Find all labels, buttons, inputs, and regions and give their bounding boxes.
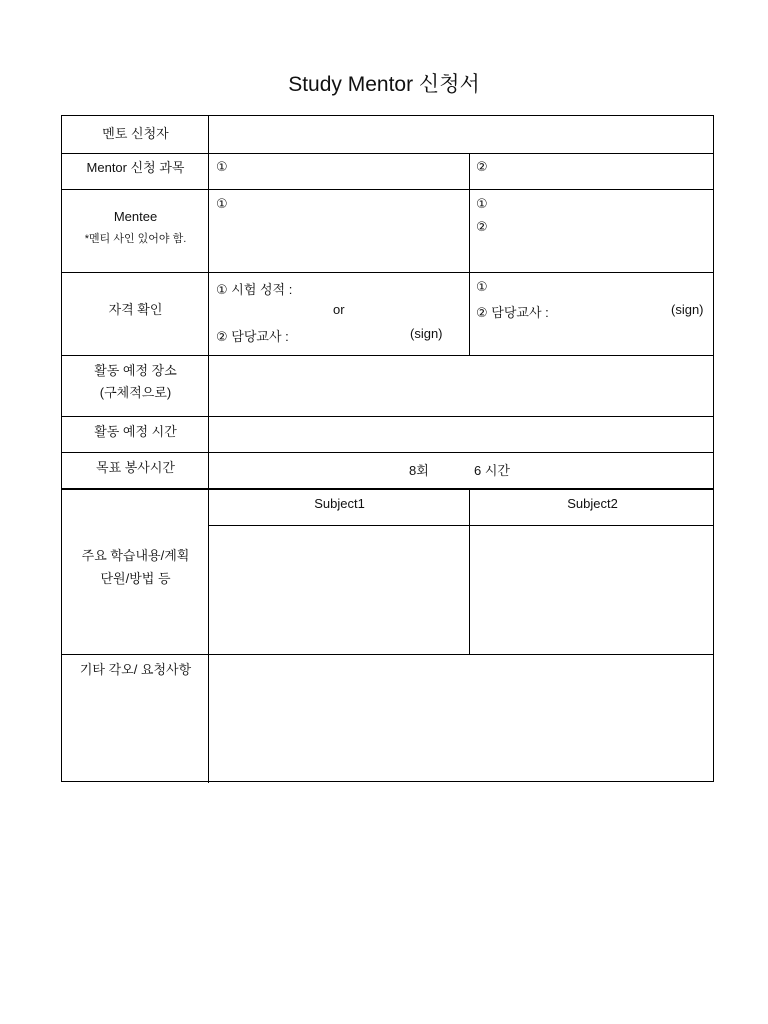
subject2-header: Subject2 (567, 496, 618, 511)
column-divider (469, 153, 470, 355)
qualification-col2-entry-1[interactable]: ① (476, 279, 488, 294)
remarks-field[interactable] (210, 656, 714, 781)
study-label-line2: 단원/방법 등 (100, 571, 171, 586)
place-label-line1: 활동 예정 장소 (94, 363, 177, 378)
subject-choice-1[interactable]: ① (216, 159, 228, 174)
page-title: Study Mentor 신청서 (288, 73, 480, 96)
remarks-label: 기타 각오/ 요청사항 (79, 662, 192, 677)
row-divider (62, 452, 713, 453)
time-field[interactable] (210, 418, 714, 451)
row-divider (62, 153, 713, 154)
row-divider (209, 525, 713, 526)
subjects-label: Mentor 신청 과목 (86, 160, 185, 175)
row-divider (62, 654, 713, 655)
or-text: or (333, 302, 345, 317)
exam-score-line[interactable]: ① 시험 성적 : (216, 282, 293, 297)
time-label: 활동 예정 시간 (94, 424, 177, 439)
sign-col1: (sign) (410, 326, 443, 341)
subject1-header: Subject1 (314, 496, 365, 511)
place-label-line2: (구체적으로) (99, 385, 172, 400)
place-field[interactable] (210, 357, 714, 415)
volunteer-hours: 6 시간 (474, 463, 510, 478)
subject-choice-2[interactable]: ② (476, 159, 488, 174)
subject2-plan-field[interactable] (471, 527, 714, 653)
row-divider (62, 488, 713, 490)
application-form-table (61, 115, 714, 782)
teacher-line-col1[interactable]: ② 담당교사 : (216, 329, 289, 344)
study-label-line1: 주요 학습내용/계획 (81, 548, 190, 563)
row-divider (62, 189, 713, 190)
mentee-col2-entry-1[interactable]: ① (476, 196, 488, 211)
qualification-label: 자격 확인 (108, 302, 163, 317)
column-divider (469, 488, 470, 654)
mentee-col1-entry-1[interactable]: ① (216, 196, 228, 211)
row-divider (62, 416, 713, 417)
sign-col2: (sign) (671, 302, 704, 317)
mentee-label: Mentee (113, 209, 158, 224)
applicant-label: 멘토 신청자 (102, 126, 169, 141)
volunteer-label: 목표 봉사시간 (96, 460, 175, 475)
subject1-plan-field[interactable] (210, 527, 468, 653)
row-divider (62, 355, 713, 356)
row-divider (62, 272, 713, 273)
teacher-line-col2[interactable]: ② 담당교사 : (476, 305, 549, 320)
mentee-col2-entry-2[interactable]: ② (476, 219, 488, 234)
volunteer-count: 8회 (409, 463, 429, 478)
applicant-field[interactable] (210, 117, 714, 152)
mentee-note: *멘티 사인 있어야 함. (84, 233, 187, 245)
